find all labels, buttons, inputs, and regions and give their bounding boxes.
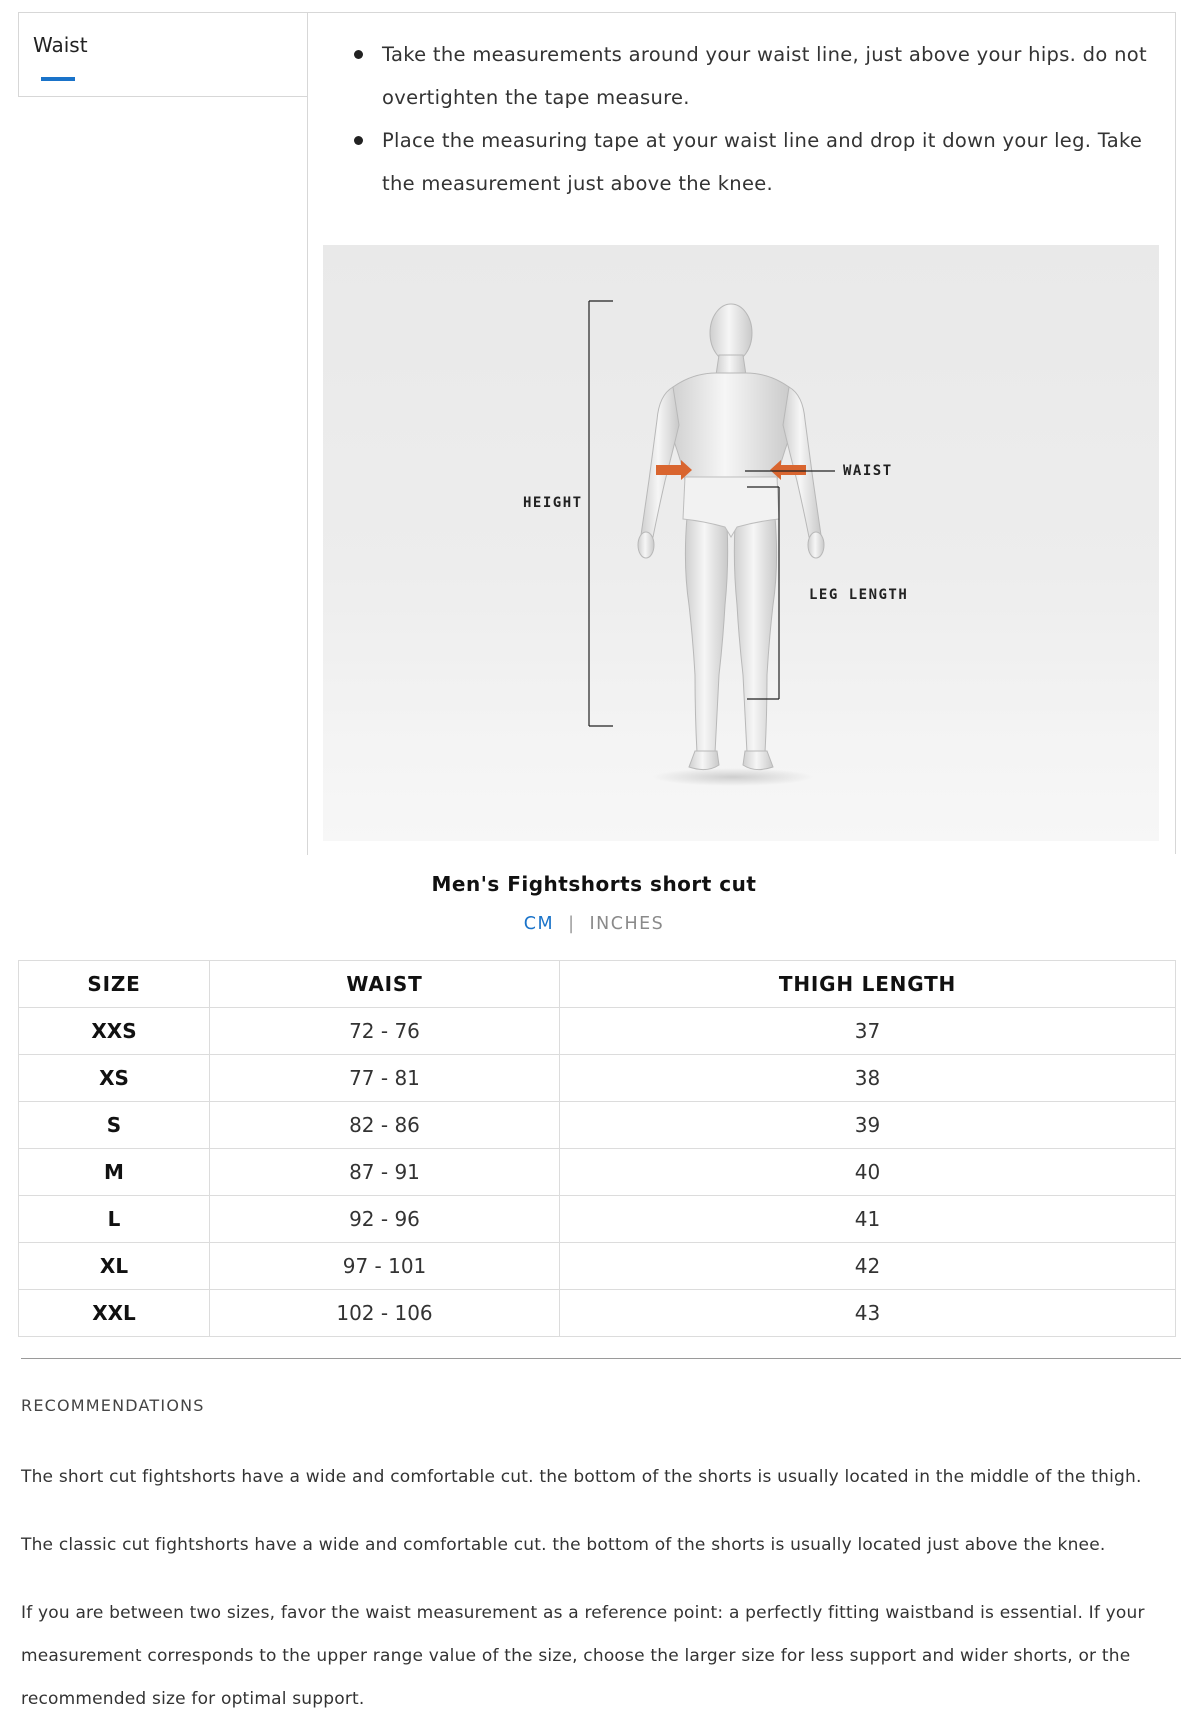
measurement-tab-panel (18, 12, 1176, 854)
size-cell: M (19, 1149, 210, 1196)
unit-inches-option[interactable]: INCHES (589, 914, 665, 934)
table-row (19, 1055, 1176, 1102)
active-tab-indicator (41, 77, 75, 81)
waist-cell: 92 - 96 (210, 1196, 560, 1243)
section-divider (21, 1358, 1181, 1359)
tab-content-waist (308, 13, 1175, 854)
recommendations-heading: RECOMMENDATIONS (21, 1396, 205, 1415)
recommendation-paragraph: The classic cut fightshorts have a wide and comfortable cut. the bottom of the shorts is usually located just above the knee. (21, 1535, 1106, 1555)
measurement-figure (323, 245, 1159, 841)
waist-cell: 72 - 76 (210, 1008, 560, 1055)
measurement-instructions (348, 33, 1148, 205)
column-header-size: SIZE (19, 961, 210, 1008)
height-label: HEIGHT (523, 495, 583, 511)
waist-label: WAIST (843, 463, 893, 479)
table-row (19, 1196, 1176, 1243)
thigh-length-cell: 43 (560, 1290, 1176, 1337)
thigh-length-cell: 41 (560, 1196, 1176, 1243)
tab-list (18, 13, 308, 97)
instruction-text: Take the measurements around your waist line, just above your hips. do not overtighten the tape measure. (382, 43, 1147, 109)
waist-cell: 102 - 106 (210, 1290, 560, 1337)
size-cell: L (19, 1196, 210, 1243)
unit-cm-option[interactable]: CM (523, 914, 555, 934)
size-table (18, 960, 1176, 1337)
thigh-length-cell: 37 (560, 1008, 1176, 1055)
bullet-icon (354, 136, 363, 145)
instruction-item (348, 119, 1148, 205)
column-header-thigh-length: THIGH LENGTH (560, 961, 1176, 1008)
unit-toggle (0, 914, 1188, 934)
thigh-length-cell: 40 (560, 1149, 1176, 1196)
body-figure-illustration (323, 245, 1159, 841)
column-header-waist: WAIST (210, 961, 560, 1008)
floor-shadow (653, 768, 813, 786)
size-cell: S (19, 1102, 210, 1149)
table-row (19, 1149, 1176, 1196)
recommendation-paragraph: If you are between two sizes, favor the waist measurement as a reference point: a perfectly fitting waistband is essential. If your measurement corresponds to the upper range value of the size, choose the larger size for less support and wider shorts, or the recommended size for optimal support. (21, 1603, 1145, 1709)
waist-cell: 77 - 81 (210, 1055, 560, 1102)
size-cell: XS (19, 1055, 210, 1102)
size-cell: XXL (19, 1290, 210, 1337)
table-row (19, 1102, 1176, 1149)
table-header-row (19, 961, 1176, 1008)
thigh-length-cell: 39 (560, 1102, 1176, 1149)
thigh-length-cell: 42 (560, 1243, 1176, 1290)
tab-waist[interactable]: Waist (33, 33, 88, 57)
instruction-text: Place the measuring tape at your waist line and drop it down your leg. Take the measurement just above the knee. (382, 129, 1143, 195)
table-row (19, 1290, 1176, 1337)
size-chart-title: Men's Fightshorts short cut (431, 872, 757, 896)
thigh-length-cell: 38 (560, 1055, 1176, 1102)
table-row (19, 1243, 1176, 1290)
table-row (19, 1008, 1176, 1055)
size-cell: XXS (19, 1008, 210, 1055)
waist-cell: 87 - 91 (210, 1149, 560, 1196)
recommendation-paragraph: The short cut fightshorts have a wide and comfortable cut. the bottom of the shorts is usually located in the middle of the thigh. (21, 1467, 1142, 1487)
leg-length-label: LEG LENGTH (809, 587, 909, 603)
waist-cell: 97 - 101 (210, 1243, 560, 1290)
waist-cell: 82 - 86 (210, 1102, 560, 1149)
height-measure-line (589, 301, 613, 726)
size-cell: XL (19, 1243, 210, 1290)
instruction-item (348, 33, 1148, 119)
bullet-icon (354, 50, 363, 59)
unit-separator: | (568, 914, 576, 934)
